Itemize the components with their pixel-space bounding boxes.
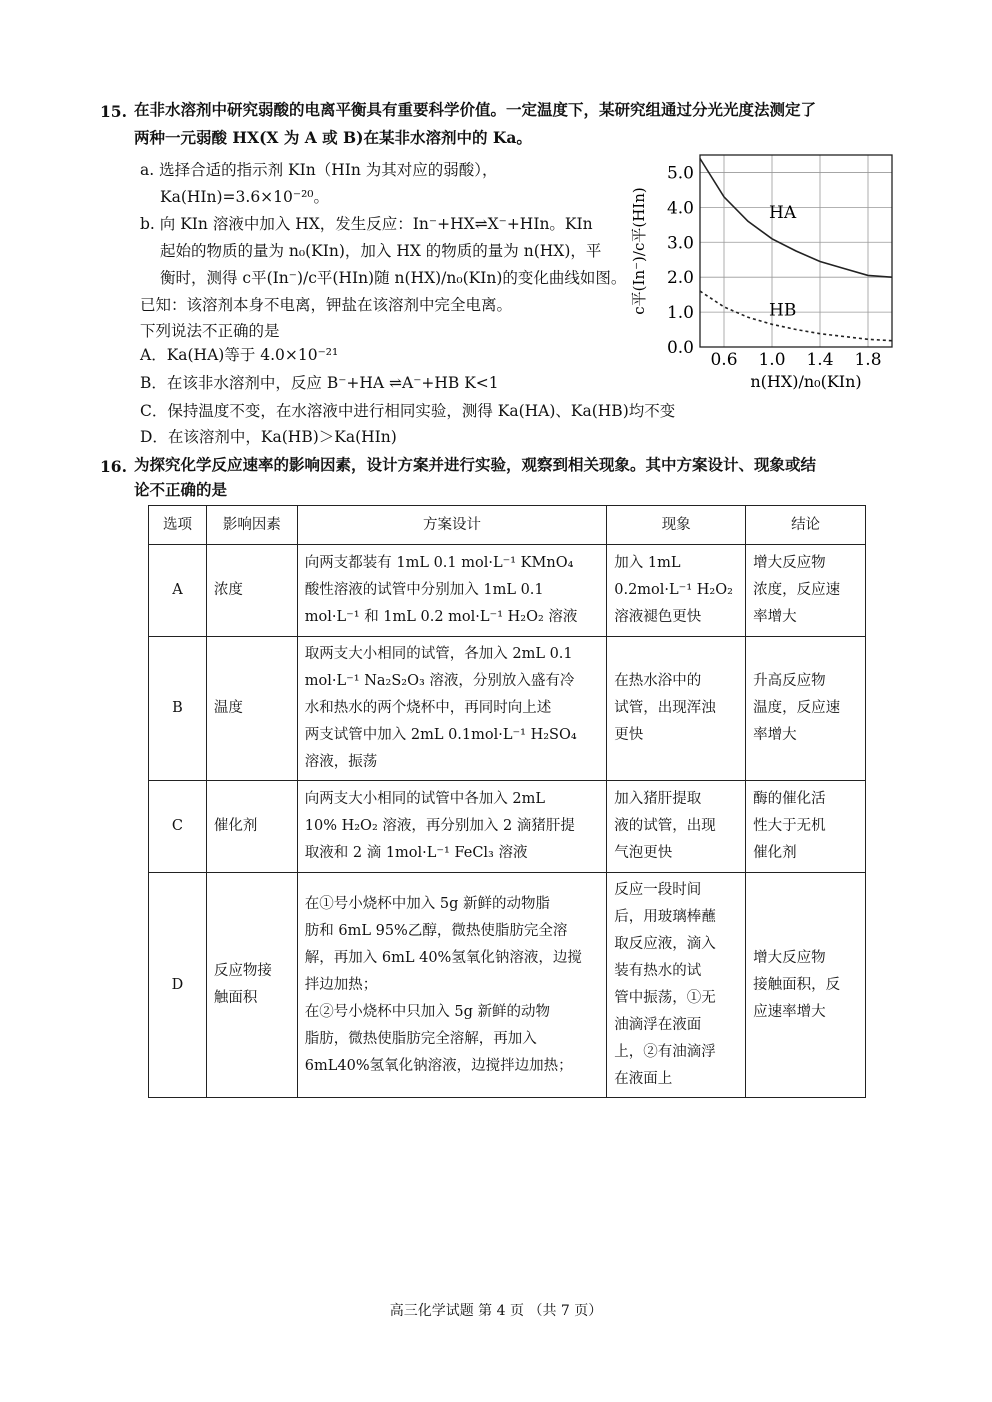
row-conclusion-line: 温度，反应速 [753,700,841,716]
row-phenomenon-line: 加入 1mL [614,555,681,571]
row-phenomenon-line: 油滴浮在液面 [614,1017,702,1033]
row-phenomenon-line: 在液面上 [614,1071,673,1087]
row-design-line: 两支试管中加入 2mL 0.1mol·L⁻¹ H₂SO₄ [304,727,577,743]
row-conclusion [746,637,866,781]
row-phenomenon [607,545,746,637]
row-phenomenon-line: 装有热水的试 [614,963,702,979]
row-phenomenon-line: 取反应液，滴入 [614,936,716,952]
row-factor [206,873,297,1098]
q15-stem-line2: 两种一元弱酸 HX(X 为 A 或 B)在某非水溶剂中的 Ka。 [134,128,532,147]
row-design [297,545,606,637]
row-factor-line: 温度 [213,700,243,716]
page-footer: 高三化学试题 第 4 页 （共 7 页） [389,1303,603,1319]
row-phenomenon-line: 溶液褪色更快 [614,609,702,625]
row-phenomenon-line: 反应一段时间 [614,882,702,898]
row-design-line: 取两支大小相同的试管，各加入 2mL 0.1 [304,646,573,662]
row-conclusion-line: 催化剂 [753,845,797,861]
row-conclusion-line: 增大反应物 [753,555,826,571]
row-design-line: mol·L⁻¹ Na₂S₂O₃ 溶液，分别放入盛有冷 [304,673,575,689]
row-conclusion-line: 酶的催化活 [753,791,826,807]
row-phenomenon-line: 上，②有油滴浮 [614,1044,716,1060]
row-conclusion-line: 接触面积，反 [753,976,841,993]
row-design-line: 向两支大小相同的试管中各加入 2mL [304,791,545,807]
row-phenomenon-line: 气泡更快 [614,845,673,861]
series-label-hb: HB [769,300,797,321]
q15-option-b: B．在该非水溶剂中，反应 B⁻+HA ⇌A⁻+HB K<1 [140,374,499,392]
table-row [149,873,866,1098]
series-label-ha: HA [769,202,797,223]
row-design-line: 6mL40%氢氧化钠溶液，边搅拌边加热； [304,1057,573,1074]
row-phenomenon-line: 加入猪肝提取 [614,791,702,807]
row-factor-line: 触面积 [213,990,258,1006]
row-factor-line: 反应物接 [213,963,272,979]
row-design [297,873,606,1098]
header-conclusion: 结论 [746,506,866,545]
row-phenomenon-line: 更快 [614,727,644,743]
row-factor [206,545,297,637]
y-tick-label: 2.0 [666,268,694,289]
x-tick-label: 1.4 [806,350,834,370]
row-design-line: 10% H₂O₂ 溶液，再分别加入 2 滴猪肝提 [304,818,575,834]
row-phenomenon [607,873,746,1098]
x-tick-label: 0.6 [710,350,738,370]
x-tick-label: 1.8 [854,350,882,370]
row-phenomenon-line: 试管，出现浑浊 [614,700,716,716]
y-tick-label: 4.0 [666,198,694,219]
row-design-line: 溶液，振荡 [304,754,378,770]
row-option: D [149,873,207,1098]
row-design-line: 取液和 2 滴 1mol·L⁻¹ FeCl₃ 溶液 [304,845,528,861]
row-option: B [149,637,207,781]
y-tick-label: 1.0 [666,303,694,324]
row-conclusion-line: 率增大 [753,609,797,625]
row-factor [206,637,297,781]
y-tick-label: 3.0 [666,233,694,254]
x-tick-label: 1.0 [758,350,786,370]
q15-a-line1: a. 选择合适的指示剂 KIn（HIn 为其对应的弱酸）， [140,161,498,179]
row-conclusion-line: 率增大 [753,727,797,743]
row-design-line: 在①号小烧杯中加入 5g 新鲜的动物脂 [304,895,550,912]
q16-stem-line1: 为探究化学反应速率的影响因素，设计方案并进行实验，观察到相关现象。其中方案设计、现象或结 [134,455,817,474]
row-phenomenon-line: 0.2mol·L⁻¹ H₂O₂ [614,582,733,598]
q15-b-line2: 起始的物质的量为 n₀(KIn)，加入 HX 的物质的量为 n(HX)，平 [160,242,602,260]
row-conclusion-line: 性大于无机 [753,818,826,834]
header-phenomenon: 现象 [607,506,746,545]
q15-stem-line1: 在非水溶剂中研究弱酸的电离平衡具有重要科学价值。一定温度下，某研究组通过分光光度法测定了 [134,100,817,119]
table-row [149,781,866,873]
row-conclusion-line: 应速率增大 [753,1003,826,1020]
q15-number: 15. [100,102,127,121]
q15-option-a: A．Ka(HA)等于 4.0×10⁻²¹ [140,346,339,364]
row-phenomenon [607,781,746,873]
row-phenomenon-line: 后，用玻璃棒蘸 [614,909,716,925]
row-phenomenon-line: 管中振荡，①无 [614,990,716,1006]
row-design-line: 脂肪，微热使脂肪完全溶解，再加入 [304,1030,537,1047]
experiment-table [148,505,866,1098]
q15-option-d: D．在该溶剂中，Ka(HB)＞Ka(HIn) [140,428,397,446]
row-factor [206,781,297,873]
row-design-line: 酸性溶液的试管中分别加入 1mL 0.1 [304,582,544,598]
row-conclusion-line: 升高反应物 [753,673,826,689]
y-axis-label: c平(In⁻)/c平(HIn) [630,187,648,315]
header-factor: 影响因素 [206,506,297,545]
q15-known: 已知：该溶剂本身不电离，钾盐在该溶剂中完全电离。 [140,296,513,314]
row-phenomenon-line: 在热水浴中的 [614,673,702,689]
header-design: 方案设计 [297,506,606,545]
row-conclusion [746,873,866,1098]
table-row [149,545,866,637]
row-factor-line: 催化剂 [213,818,258,834]
row-design-line: mol·L⁻¹ 和 1mL 0.2 mol·L⁻¹ H₂O₂ 溶液 [304,609,578,625]
row-design-line: 向两支都装有 1mL 0.1 mol·L⁻¹ KMnO₄ [304,555,574,571]
q16-number: 16. [100,457,127,476]
x-axis-label: n(HX)/n₀(KIn) [750,372,862,391]
row-conclusion [746,545,866,637]
y-tick-label: 0.0 [666,338,694,358]
q15-b-line1: b. 向 KIn 溶液中加入 HX，发生反应：In⁻+HX⇌X⁻+HIn。KIn [140,215,593,233]
q15-ask: 下列说法不正确的是 [140,322,280,340]
row-design-line: 在②号小烧杯中只加入 5g 新鲜的动物 [304,1003,550,1020]
row-phenomenon [607,637,746,781]
ratio-chart-svg [618,150,918,395]
header-option: 选项 [149,506,207,545]
row-option: C [149,781,207,873]
q15-option-c: C．保持温度不变，在水溶液中进行相同实验，测得 Ka(HA)、Ka(HB)均不变 [140,402,676,420]
y-tick-label: 5.0 [666,163,694,184]
row-design-line: 水和热水的两个烧杯中，再同时向上述 [304,700,552,716]
table-row [149,637,866,781]
row-design [297,781,606,873]
q15-a-line2: Ka(HIn)=3.6×10⁻²⁰。 [160,188,329,206]
row-design-line: 解，再加入 6mL 40%氢氧化钠溶液，边搅 [304,949,582,966]
row-design-line: 肪和 6mL 95%乙醇，微热使脂肪完全溶 [304,922,568,939]
ratio-chart [618,150,918,399]
row-conclusion [746,781,866,873]
row-factor-line: 浓度 [213,582,243,598]
row-phenomenon-line: 液的试管，出现 [614,818,716,834]
row-conclusion-line: 增大反应物 [753,949,826,966]
q16-stem-line2: 论不正确的是 [134,480,228,499]
row-design [297,637,606,781]
q15-b-line3: 衡时，测得 c平(In⁻)/c平(HIn)随 n(HX)/n₀(KIn)的变化曲线如图。 [160,269,627,287]
row-design-line: 拌边加热； [304,976,378,993]
table-header-row [149,506,866,545]
row-option: A [149,545,207,637]
row-conclusion-line: 浓度，反应速 [753,582,841,598]
